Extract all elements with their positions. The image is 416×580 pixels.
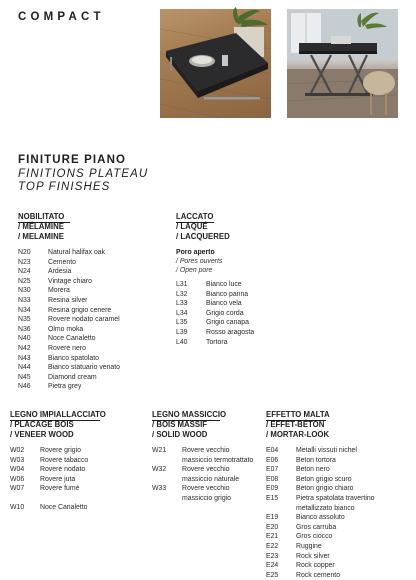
finish-code: E19 <box>266 514 279 522</box>
finish-row <box>266 513 412 523</box>
finish-row <box>18 306 168 316</box>
finish-name: Ruggine <box>296 542 322 550</box>
finish-row <box>176 299 296 309</box>
nobilitato-title-rule <box>18 222 70 223</box>
finish-row <box>18 258 168 268</box>
finish-name: Beton grigio scuro <box>296 475 352 483</box>
heading-english: TOP FINISHES <box>18 181 111 193</box>
finish-code: L32 <box>176 290 188 298</box>
finish-name: Bianco panna <box>206 290 249 298</box>
finish-code: E21 <box>266 533 279 541</box>
finish-name: Rovere vecchio <box>182 485 230 493</box>
finish-row <box>266 494 412 504</box>
finish-name: Rosso aragosta <box>206 328 255 336</box>
impiallacciato-title-rule <box>10 420 100 421</box>
finish-row <box>18 315 168 325</box>
finish-row-continuation <box>266 504 412 514</box>
finish-row <box>18 363 168 373</box>
finish-row <box>18 325 168 335</box>
finish-row <box>266 552 412 562</box>
finish-code: N30 <box>18 287 31 295</box>
finish-row <box>10 446 145 456</box>
finish-name: Rock copper <box>296 562 335 570</box>
finish-row <box>152 484 262 494</box>
finish-name: Bianco spatolato <box>48 354 99 362</box>
finish-row <box>266 475 412 485</box>
finish-name: Gros ciocco <box>296 533 333 541</box>
finish-code: L35 <box>176 319 188 327</box>
finish-code: W02 <box>10 447 25 454</box>
finish-row <box>266 571 412 580</box>
finish-code: E09 <box>266 485 279 493</box>
finish-name: Gros carruba <box>296 523 337 531</box>
section-title-en: / SOLID WOOD <box>152 430 208 439</box>
finish-code: N46 <box>18 383 31 391</box>
finish-name: Rock cemento <box>296 571 341 579</box>
section-legno-massiccio <box>152 410 262 504</box>
finish-code: E06 <box>266 456 279 464</box>
brand-title: COMPACT <box>18 11 105 23</box>
section-title-fr: / MÉLAMINE <box>18 222 64 231</box>
finish-code: N34 <box>18 306 31 314</box>
finish-name: Olmo moka <box>48 325 84 333</box>
finish-code: N23 <box>18 258 31 266</box>
laccato-title-rule <box>176 222 214 223</box>
finish-row <box>266 446 412 456</box>
open-pore-subtitle: Poro aperto <box>176 249 215 256</box>
finish-name: Beton grigio chiaro <box>296 485 354 493</box>
finish-name: Rock silver <box>296 552 330 560</box>
finish-code: E07 <box>266 466 279 474</box>
finish-row-continuation <box>152 456 262 466</box>
section-title-en: / MORTAR-LOOK <box>266 430 330 439</box>
section-title-en: / MELAMINE <box>18 232 64 241</box>
finish-code: W06 <box>10 475 25 483</box>
finish-name: Ardesia <box>48 268 72 276</box>
finish-row <box>18 277 168 287</box>
finish-row <box>10 475 145 485</box>
finish-code: E08 <box>266 475 279 483</box>
finish-name: Tortora <box>206 338 228 346</box>
product-photo-table-raised <box>287 9 398 118</box>
finish-row <box>10 456 145 466</box>
finish-row <box>18 286 168 296</box>
finish-name: Grigio corda <box>206 309 244 317</box>
section-title: EFFETTO MALTA <box>266 410 330 419</box>
finish-row <box>18 267 168 277</box>
finish-row <box>176 290 296 300</box>
finish-name: Vintage chiaro <box>48 277 92 285</box>
finish-code: N45 <box>18 373 31 381</box>
finish-code: L33 <box>176 300 188 308</box>
product-photo-table-closed <box>160 9 271 118</box>
finish-code: E04 <box>266 447 279 454</box>
finish-name: Metalli vissuti nichel <box>296 447 357 454</box>
section-effetto-malta <box>266 410 412 580</box>
finish-code: L40 <box>176 338 188 346</box>
finish-name: Bianco statuario venato <box>48 364 121 372</box>
finish-code: N24 <box>18 268 31 276</box>
finish-name: Diamond cream <box>48 373 97 381</box>
finish-name: Noce Canaletto <box>40 503 88 511</box>
finish-name: Resina grigio cenere <box>48 306 112 314</box>
section-legno-impiallacciato <box>10 410 145 513</box>
massiccio-title-rule <box>152 420 220 421</box>
section-title: LACCATO <box>176 212 214 221</box>
section-title: NOBILITATO <box>18 212 65 221</box>
open-pore-subtitle-en: / Open pore <box>176 267 213 274</box>
finish-name: Rovere fumé <box>40 485 80 493</box>
finish-row <box>18 296 168 306</box>
finish-code: E23 <box>266 552 279 560</box>
finish-row <box>176 309 296 319</box>
finish-row <box>176 318 296 328</box>
finish-row <box>266 465 412 475</box>
section-laccato <box>176 212 296 347</box>
section-nobilitato <box>18 212 168 392</box>
finish-name: Beton tortora <box>296 456 336 464</box>
finish-name: Morera <box>48 287 70 295</box>
finish-code: N43 <box>18 354 31 362</box>
list-spacer <box>10 494 145 503</box>
finish-row-continuation <box>152 475 262 485</box>
finish-row <box>266 484 412 494</box>
finish-row <box>18 344 168 354</box>
finish-row <box>152 446 262 456</box>
finish-row-continuation <box>152 494 262 504</box>
finish-code: N44 <box>18 364 31 372</box>
finish-name: Pietra grey <box>48 383 82 391</box>
heading-italian: FINITURE PIANO <box>18 154 127 166</box>
finish-code-empty <box>152 494 182 504</box>
section-title-fr: / PLACAGE BOIS <box>10 420 74 429</box>
finish-row <box>266 523 412 533</box>
finish-row <box>10 484 145 494</box>
finish-name: Pietra spatolata travertino <box>296 494 375 502</box>
finish-code: W33 <box>152 485 167 493</box>
finish-code: E15 <box>266 494 279 502</box>
finish-row <box>266 456 412 466</box>
finish-name: Rovere nero <box>48 344 86 352</box>
finish-row <box>176 338 296 348</box>
finish-code-empty <box>152 475 182 485</box>
finish-row <box>266 532 412 542</box>
finish-code: W21 <box>152 447 167 454</box>
finish-row <box>152 465 262 475</box>
finish-code: N36 <box>18 325 31 333</box>
finish-name: Grigio canapa <box>206 319 249 327</box>
finish-row <box>10 503 145 513</box>
finish-code: L34 <box>176 309 188 317</box>
finish-row <box>10 465 145 475</box>
finish-name: Rovere vecchio <box>182 466 230 474</box>
section-title: LEGNO MASSICCIO <box>152 410 227 419</box>
finish-code: N25 <box>18 277 31 285</box>
finish-name: Resina silver <box>48 296 88 304</box>
finish-name: Bianco vela <box>206 300 242 308</box>
finish-code: N40 <box>18 335 31 343</box>
section-title-fr: / EFFET-BÉTON <box>266 420 325 429</box>
finish-name: Bianco luce <box>206 281 242 288</box>
section-title-en: / VENEER WOOD <box>10 430 74 439</box>
section-title-fr: / BOIS MASSIF <box>152 420 208 429</box>
finish-code-empty <box>152 456 182 466</box>
finish-code: W07 <box>10 485 25 493</box>
finish-row <box>18 354 168 364</box>
finish-name-line2: massiccio termotrattato <box>182 456 254 464</box>
finish-name: Rovere juta <box>40 475 76 483</box>
finish-code: W03 <box>10 456 25 464</box>
finish-name: Rovere nodato <box>40 466 86 474</box>
section-title: LEGNO IMPIALLACCIATO <box>10 410 106 419</box>
finish-name: Bianco assoluto <box>296 514 345 522</box>
section-title-fr: / LAQUÉ <box>176 222 208 231</box>
section-title-en: / LACQUERED <box>176 232 230 241</box>
finish-code: N35 <box>18 316 31 324</box>
malta-title-rule <box>266 420 326 421</box>
finish-name: Rovere grigio <box>40 447 81 454</box>
finish-name: Rovere nodato caramel <box>48 316 120 324</box>
finish-row <box>266 561 412 571</box>
finish-name: Cemento <box>48 258 76 266</box>
finish-code: L31 <box>176 281 188 288</box>
finish-code: E24 <box>266 562 279 570</box>
finish-code: E22 <box>266 542 279 550</box>
finish-code: E25 <box>266 571 279 579</box>
finish-name-line2: massiccio naturale <box>182 475 240 483</box>
finish-name: Beton nero <box>296 466 330 474</box>
finishes-heading <box>18 154 148 195</box>
finish-code-empty <box>266 504 296 514</box>
finish-code: W10 <box>10 503 25 511</box>
open-pore-subtitle-fr: / Pores ouverts <box>176 258 223 265</box>
finish-name-line2: massiccio grigio <box>182 494 232 502</box>
finish-row <box>266 542 412 552</box>
finish-name: Natural halifax oak <box>48 249 106 256</box>
finish-row <box>18 373 168 383</box>
heading-french: FINITIONS PLATEAU <box>18 167 149 180</box>
finish-row <box>18 334 168 344</box>
finish-code: L39 <box>176 328 188 336</box>
finish-name: Rovere tabacco <box>40 456 89 464</box>
finish-code: E20 <box>266 523 279 531</box>
finish-code: N42 <box>18 344 31 352</box>
finish-name-line2: metallizzato bianco <box>296 504 355 512</box>
finish-row <box>18 382 168 392</box>
finish-row <box>176 328 296 338</box>
finish-name: Rovere vecchio <box>182 447 230 454</box>
finish-code: N20 <box>18 249 31 256</box>
finish-code: W04 <box>10 466 25 474</box>
finish-code: W32 <box>152 466 167 474</box>
finish-row <box>176 280 296 290</box>
finish-code: N33 <box>18 296 31 304</box>
finish-name: Noce Canaletto <box>48 335 96 343</box>
finish-row <box>18 248 168 258</box>
